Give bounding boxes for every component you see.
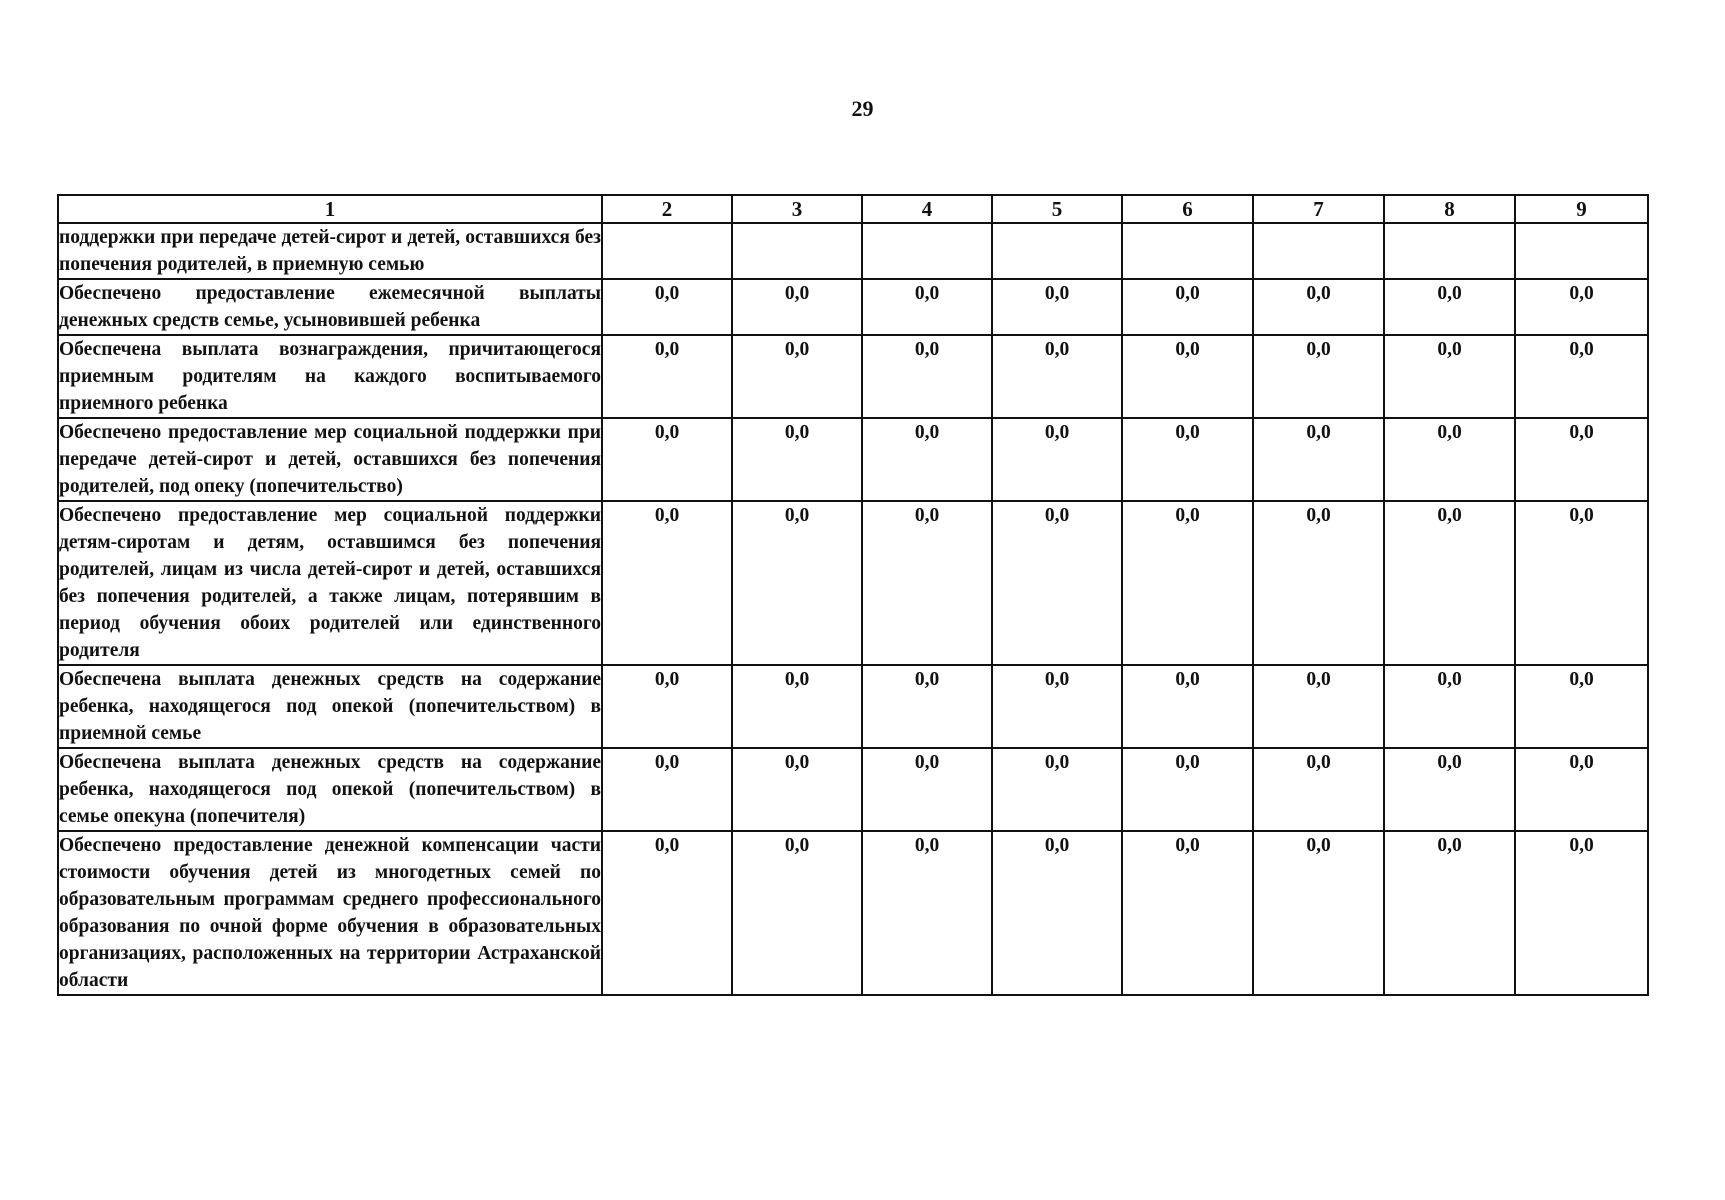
value-cell	[862, 223, 992, 279]
value-cell: 0,0	[1253, 335, 1384, 418]
value-cell: 0,0	[1515, 665, 1648, 748]
value-cell: 0,0	[1253, 665, 1384, 748]
value-cell	[1384, 223, 1515, 279]
value-cell: 0,0	[1122, 748, 1253, 831]
value-cell: 0,0	[1515, 831, 1648, 995]
value-cell: 0,0	[1384, 665, 1515, 748]
value-cell: 0,0	[1515, 279, 1648, 335]
page-number: 29	[851, 96, 874, 121]
column-header: 4	[862, 195, 992, 223]
value-cell: 0,0	[992, 501, 1122, 665]
value-cell: 0,0	[862, 418, 992, 501]
value-cell: 0,0	[602, 748, 732, 831]
value-cell: 0,0	[1515, 418, 1648, 501]
value-cell: 0,0	[732, 418, 862, 501]
value-cell: 0,0	[862, 335, 992, 418]
row-description: Обеспечено предоставление денежной компенсации части стоимости обучения детей из многодетных семей по образовательным программам среднего профессионального образования по очной форме обучения в образовательных организациях, расположенных на территории Астраханской области	[58, 831, 602, 995]
value-cell: 0,0	[1515, 501, 1648, 665]
value-cell: 0,0	[732, 335, 862, 418]
value-cell: 0,0	[1122, 665, 1253, 748]
value-cell: 0,0	[1384, 335, 1515, 418]
column-header: 8	[1384, 195, 1515, 223]
value-cell: 0,0	[992, 335, 1122, 418]
table-row	[58, 748, 1648, 831]
table-row	[58, 418, 1648, 501]
value-cell: 0,0	[1384, 501, 1515, 665]
value-cell: 0,0	[862, 748, 992, 831]
table-row	[58, 279, 1648, 335]
table-row	[58, 335, 1648, 418]
value-cell: 0,0	[602, 831, 732, 995]
value-cell: 0,0	[732, 279, 862, 335]
value-cell: 0,0	[1384, 418, 1515, 501]
value-cell: 0,0	[1253, 748, 1384, 831]
row-description: поддержки при передаче детей-сирот и детей, оставшихся без попечения родителей, в приемную семью	[58, 223, 602, 279]
column-header: 5	[992, 195, 1122, 223]
value-cell: 0,0	[862, 665, 992, 748]
value-cell: 0,0	[1122, 279, 1253, 335]
value-cell: 0,0	[992, 418, 1122, 501]
value-cell: 0,0	[1122, 831, 1253, 995]
value-cell	[992, 223, 1122, 279]
table-row	[58, 831, 1648, 995]
value-cell: 0,0	[1515, 335, 1648, 418]
value-cell: 0,0	[1253, 831, 1384, 995]
value-cell: 0,0	[732, 501, 862, 665]
value-cell: 0,0	[1515, 748, 1648, 831]
row-description: Обеспечено предоставление ежемесячной выплаты денежных средств семье, усыновившей ребенка	[58, 279, 602, 335]
value-cell: 0,0	[602, 501, 732, 665]
column-header: 7	[1253, 195, 1384, 223]
value-cell: 0,0	[602, 279, 732, 335]
column-header: 1	[58, 195, 602, 223]
value-cell: 0,0	[992, 831, 1122, 995]
row-description: Обеспечено предоставление мер социальной поддержки детям-сиротам и детям, оставшимся без попечения родителей, лицам из числа детей-сирот и детей, оставшихся без попечения родителей, а также лицам, потерявшим в период обучения обоих родителей или единственного родителя	[58, 501, 602, 665]
value-cell	[602, 223, 732, 279]
value-cell: 0,0	[992, 748, 1122, 831]
value-cell: 0,0	[862, 279, 992, 335]
value-cell: 0,0	[1384, 748, 1515, 831]
data-table	[57, 194, 1649, 996]
value-cell: 0,0	[732, 831, 862, 995]
value-cell: 0,0	[992, 665, 1122, 748]
value-cell: 0,0	[1253, 279, 1384, 335]
value-cell: 0,0	[602, 665, 732, 748]
column-header: 9	[1515, 195, 1648, 223]
value-cell	[1515, 223, 1648, 279]
header-row	[58, 195, 1648, 223]
row-description: Обеспечена выплата вознаграждения, причитающегося приемным родителям на каждого воспитываемого приемного ребенка	[58, 335, 602, 418]
row-description: Обеспечено предоставление мер социальной поддержки при передаче детей-сирот и детей, оставшихся без попечения родителей, под опеку (попечительство)	[58, 418, 602, 501]
value-cell: 0,0	[862, 831, 992, 995]
value-cell: 0,0	[1122, 335, 1253, 418]
value-cell: 0,0	[1122, 418, 1253, 501]
value-cell: 0,0	[732, 665, 862, 748]
row-description: Обеспечена выплата денежных средств на содержание ребенка, находящегося под опекой (попечительством) в приемной семье	[58, 665, 602, 748]
value-cell: 0,0	[992, 279, 1122, 335]
column-header: 6	[1122, 195, 1253, 223]
table-row	[58, 501, 1648, 665]
value-cell: 0,0	[1384, 279, 1515, 335]
column-header: 2	[602, 195, 732, 223]
value-cell: 0,0	[602, 335, 732, 418]
value-cell	[1253, 223, 1384, 279]
value-cell: 0,0	[732, 748, 862, 831]
table-row	[58, 223, 1648, 279]
value-cell	[732, 223, 862, 279]
value-cell: 0,0	[1253, 418, 1384, 501]
value-cell: 0,0	[602, 418, 732, 501]
value-cell: 0,0	[1122, 501, 1253, 665]
value-cell: 0,0	[1384, 831, 1515, 995]
table-row	[58, 665, 1648, 748]
value-cell: 0,0	[862, 501, 992, 665]
value-cell: 0,0	[1253, 501, 1384, 665]
value-cell	[1122, 223, 1253, 279]
column-header: 3	[732, 195, 862, 223]
row-description: Обеспечена выплата денежных средств на содержание ребенка, находящегося под опекой (попечительством) в семье опекуна (попечителя)	[58, 748, 602, 831]
